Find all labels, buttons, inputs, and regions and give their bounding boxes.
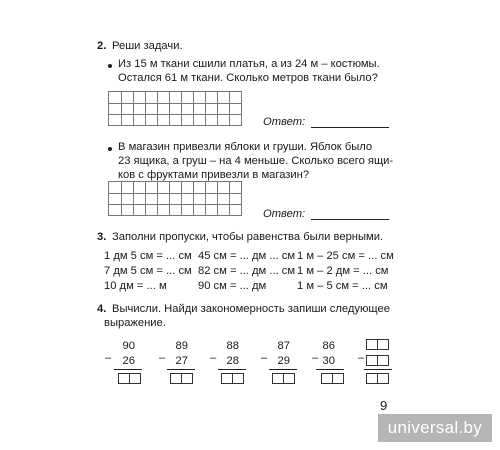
grid-cell[interactable] — [193, 114, 205, 125]
minuend: 89 — [175, 340, 188, 352]
minuend: 86 — [322, 340, 335, 352]
subtrahend: 27 — [175, 355, 188, 367]
equation: 1 м – 2 дм = ... см — [297, 265, 389, 277]
grid-cell[interactable] — [229, 114, 241, 125]
grid-cell[interactable] — [121, 92, 133, 103]
minuend: 87 — [277, 340, 290, 352]
grid-cell[interactable] — [145, 182, 157, 193]
grid-cell[interactable] — [169, 92, 181, 103]
answer-line-1[interactable] — [311, 127, 389, 128]
grid-cell[interactable] — [205, 103, 217, 114]
grid-cell[interactable] — [181, 182, 193, 193]
answer-grid-2[interactable] — [108, 181, 242, 216]
sum-line — [364, 369, 392, 370]
task2-number: 2. — [97, 40, 107, 52]
grid-cell[interactable] — [169, 204, 181, 215]
answer-cell[interactable] — [283, 373, 295, 384]
grid-cell[interactable] — [181, 114, 193, 125]
grid-cell[interactable] — [121, 193, 133, 204]
minuend: 88 — [226, 340, 239, 352]
subtrahend-cell[interactable] — [377, 355, 389, 366]
grid-cell[interactable] — [205, 193, 217, 204]
answer-cell[interactable] — [181, 373, 193, 384]
grid-cell[interactable] — [181, 193, 193, 204]
minus-sign: – — [358, 352, 365, 364]
grid-cell[interactable] — [145, 103, 157, 114]
grid-cell[interactable] — [205, 204, 217, 215]
task2-title: Реши задачи. — [112, 40, 183, 52]
minus-sign: – — [312, 352, 319, 364]
grid-cell[interactable] — [121, 114, 133, 125]
grid-cell[interactable] — [229, 204, 241, 215]
answer-label-2: Ответ: — [263, 208, 306, 220]
grid-cell[interactable] — [169, 182, 181, 193]
grid-cell[interactable] — [145, 193, 157, 204]
answer-line-2[interactable] — [311, 219, 389, 220]
equation: 1 дм 5 см = ... см — [104, 250, 192, 262]
grid-cell[interactable] — [181, 204, 193, 215]
grid-cell[interactable] — [205, 114, 217, 125]
task4-number: 4. — [97, 303, 107, 315]
grid-cell[interactable] — [205, 92, 217, 103]
grid-cell[interactable] — [157, 114, 169, 125]
problem1-line2: Остался 61 м ткани. Сколько метров ткани было? — [118, 72, 378, 84]
problem2-line2: 23 ящика, а груш – на 4 меньше. Сколько всего ящи- — [118, 155, 394, 167]
grid-cell[interactable] — [133, 193, 145, 204]
grid-cell[interactable] — [217, 182, 229, 193]
bullet — [108, 64, 112, 68]
grid-cell[interactable] — [109, 114, 121, 125]
grid-cell[interactable] — [229, 193, 241, 204]
grid-cell[interactable] — [157, 92, 169, 103]
grid-cell[interactable] — [229, 103, 241, 114]
equation: 82 см = ... дм ... см — [198, 265, 296, 277]
grid-cell[interactable] — [217, 92, 229, 103]
grid-cell[interactable] — [217, 193, 229, 204]
grid-cell[interactable] — [229, 92, 241, 103]
grid-cell[interactable] — [193, 92, 205, 103]
task3-title: Заполни пропуски, чтобы равенства были верными. — [112, 231, 384, 243]
grid-cell[interactable] — [109, 92, 121, 103]
task4-title-line1: Вычисли. Найди закономерность запиши следующее — [112, 303, 390, 315]
grid-cell[interactable] — [193, 193, 205, 204]
task4-title-line2: выражение. — [104, 317, 166, 329]
grid-cell[interactable] — [157, 182, 169, 193]
grid-cell[interactable] — [145, 92, 157, 103]
answer-cell[interactable] — [332, 373, 344, 384]
grid-cell[interactable] — [229, 182, 241, 193]
sum-line — [114, 369, 142, 370]
answer-grid-1[interactable] — [108, 91, 242, 126]
sum-line — [167, 369, 195, 370]
grid-cell[interactable] — [145, 204, 157, 215]
equation: 90 см = ... дм — [198, 280, 267, 292]
equation: 7 дм 5 см = ... см — [104, 265, 192, 277]
subtrahend: 28 — [226, 355, 239, 367]
page-number: 9 — [380, 398, 388, 413]
grid-cell[interactable] — [193, 103, 205, 114]
minuend: 90 — [122, 340, 135, 352]
grid-cell[interactable] — [193, 204, 205, 215]
grid-cell[interactable] — [217, 204, 229, 215]
grid-cell[interactable] — [121, 182, 133, 193]
bullet — [108, 147, 112, 151]
problem2-line1: В магазин привезли яблоки и груши. Яблок было — [118, 141, 373, 153]
minuend-cell[interactable] — [377, 339, 389, 350]
minus-sign: – — [159, 352, 166, 364]
grid-cell[interactable] — [193, 182, 205, 193]
grid-cell[interactable] — [133, 182, 145, 193]
subtrahend: 26 — [122, 355, 135, 367]
equation: 1 м – 25 см = ... см — [297, 250, 394, 262]
grid-cell[interactable] — [133, 103, 145, 114]
problem1-line1: Из 15 м ткани сшили платья, а из 24 м – костюмы. — [118, 58, 380, 70]
answer-cell[interactable] — [129, 373, 141, 384]
grid-cell[interactable] — [157, 204, 169, 215]
grid-cell[interactable] — [169, 193, 181, 204]
watermark: universal.by — [378, 414, 492, 442]
grid-cell[interactable] — [157, 193, 169, 204]
grid-cell[interactable] — [181, 92, 193, 103]
grid-cell[interactable] — [205, 182, 217, 193]
problem2-line3: ков с фруктами привезли в магазин? — [118, 169, 310, 181]
subtrahend: 29 — [277, 355, 290, 367]
grid-cell[interactable] — [109, 193, 121, 204]
minus-sign: – — [105, 352, 112, 364]
answer-cell[interactable] — [232, 373, 244, 384]
equation: 10 дм = ... м — [104, 280, 167, 292]
task3-number: 3. — [97, 231, 107, 243]
grid-cell[interactable] — [217, 103, 229, 114]
grid-cell[interactable] — [217, 114, 229, 125]
grid-cell[interactable] — [133, 92, 145, 103]
answer-label-1: Ответ: — [263, 116, 306, 128]
grid-cell[interactable] — [157, 103, 169, 114]
grid-cell[interactable] — [169, 103, 181, 114]
grid-cell[interactable] — [121, 204, 133, 215]
grid-cell[interactable] — [109, 103, 121, 114]
grid-cell[interactable] — [109, 182, 121, 193]
grid-cell[interactable] — [169, 114, 181, 125]
sum-line — [316, 369, 344, 370]
grid-cell[interactable] — [145, 114, 157, 125]
grid-cell[interactable] — [109, 204, 121, 215]
subtrahend: 30 — [322, 355, 335, 367]
answer-cell[interactable] — [377, 373, 389, 384]
minus-sign: – — [261, 352, 268, 364]
equation: 1 м – 5 см = ... см — [297, 280, 388, 292]
grid-cell[interactable] — [121, 103, 133, 114]
sum-line — [269, 369, 297, 370]
grid-cell[interactable] — [133, 204, 145, 215]
minus-sign: – — [210, 352, 217, 364]
grid-cell[interactable] — [133, 114, 145, 125]
sum-line — [218, 369, 246, 370]
grid-cell[interactable] — [181, 103, 193, 114]
equation: 45 см = ... дм ... см — [198, 250, 296, 262]
